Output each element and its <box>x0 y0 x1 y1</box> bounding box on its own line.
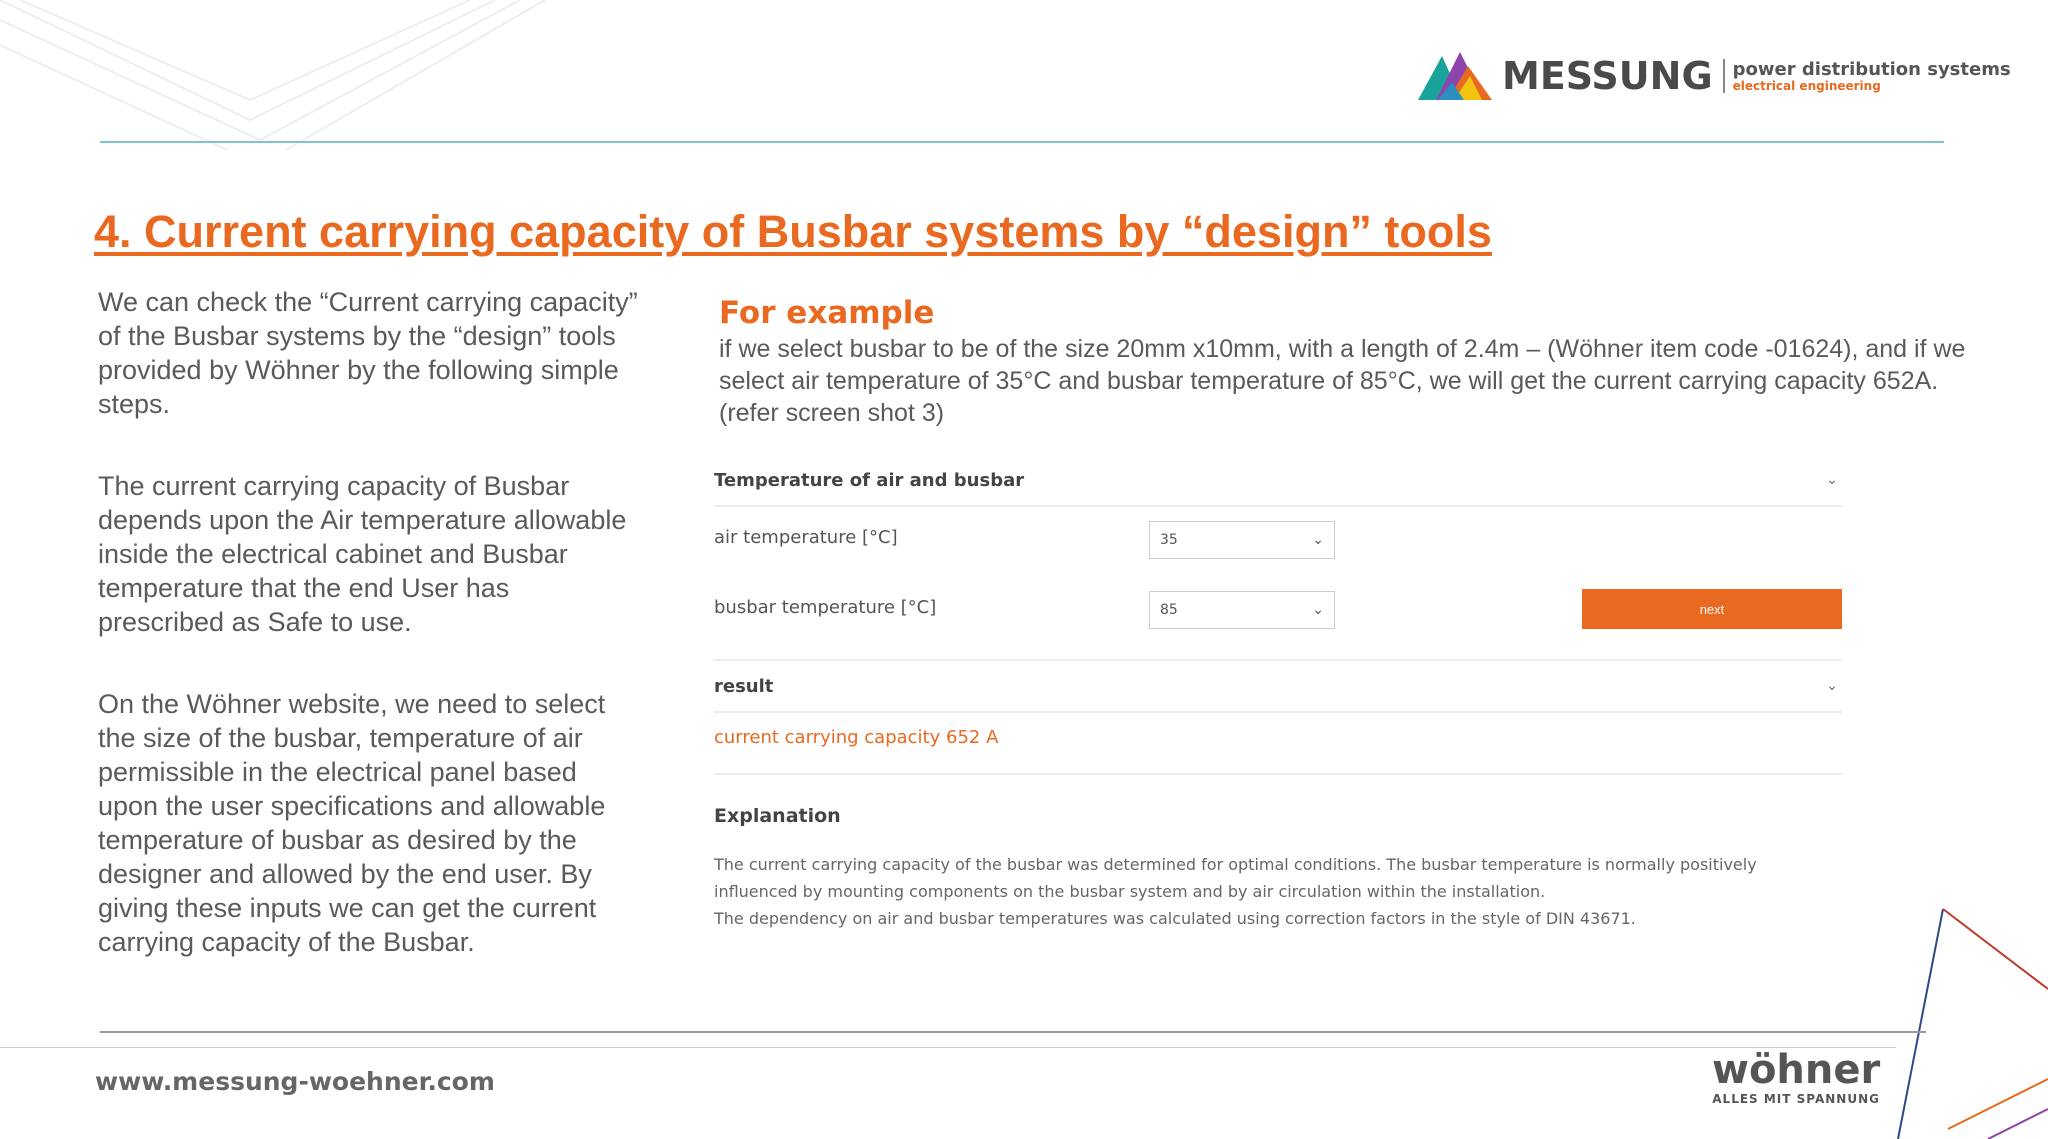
air-temperature-label: air temperature [°C] <box>714 527 898 548</box>
example-text: if we select busbar to be of the size 20mm x10mm, with a length of 2.4m – (Wöhner item code -01624), and if we select air temperature of 35°C and busbar temperature of 85°C, we will get the current carrying capacity 652A. (refer screen shot 3) <box>719 335 1966 427</box>
messung-logo <box>1418 52 2011 100</box>
section-temperature-header[interactable] <box>714 455 1842 507</box>
design-tool-screenshot <box>712 455 1842 975</box>
left-column <box>98 285 638 1007</box>
woehner-logo <box>1712 1048 1880 1106</box>
explanation-title: Explanation <box>714 805 841 827</box>
result-divider <box>714 773 1842 775</box>
logo-subtagline: electrical engineering <box>1732 79 1881 93</box>
footer-rule-light <box>0 1047 1896 1048</box>
logo-tagline: power distribution systems <box>1732 59 2011 80</box>
woehner-brand: wöhner <box>1712 1047 1881 1093</box>
air-temperature-select[interactable] <box>1149 521 1335 559</box>
footer-rule <box>100 1031 1926 1033</box>
footer-website-link[interactable]: www.messung-woehner.com <box>95 1067 495 1096</box>
next-button[interactable]: next <box>1582 589 1842 629</box>
dependency-paragraph: The current carrying capacity of Busbar depends upon the Air temperature allowable inside the electrical cabinet and Busbar temperature that the end User has prescribed as Safe to use. <box>98 471 627 637</box>
chevron-down-icon: ⌄ <box>1312 602 1324 618</box>
chevron-down-icon: ⌄ <box>1312 532 1324 548</box>
section-temperature-title: Temperature of air and busbar <box>714 469 1025 491</box>
section-result-header[interactable] <box>714 661 1842 713</box>
air-temperature-value: 35 <box>1160 532 1178 548</box>
busbar-temperature-select[interactable] <box>1149 591 1335 629</box>
chevron-down-icon[interactable]: ⌄ <box>1826 472 1838 488</box>
result-value: current carrying capacity 652 A <box>714 727 999 748</box>
explanation-line: The current carrying capacity of the busbar was determined for optimal conditions. The busbar temperature is normally positively <box>714 855 1757 874</box>
busbar-temperature-value: 85 <box>1160 602 1178 618</box>
website-paragraph: On the Wöhner website, we need to select the size of the busbar, temperature of air permissible in the electrical panel based upon the user specifications and allowable temperature of busbar as desired by the designer and allowed by the end user. By giving these inputs we can get the current carrying capacity of the Busbar. <box>98 689 606 957</box>
header-rule <box>100 141 1944 143</box>
chevron-down-icon[interactable]: ⌄ <box>1826 678 1838 694</box>
woehner-tagline: ALLES MIT SPANNUNG <box>1712 1092 1880 1106</box>
logo-tagline-group <box>1733 60 2011 92</box>
decorative-triangle-bottom-right <box>1888 879 2048 1139</box>
messung-mountain-icon <box>1418 52 1492 100</box>
section-result-title: result <box>714 675 774 697</box>
busbar-temperature-label: busbar temperature [°C] <box>714 597 937 618</box>
example-block <box>719 293 1989 429</box>
slide-title: 4. Current carrying capacity of Busbar systems by “design” tools <box>94 206 1492 257</box>
decorative-lines-top-left <box>0 0 560 150</box>
example-heading: For example <box>719 295 935 331</box>
explanation-line: influenced by mounting components on the busbar system and by air circulation within the installation. <box>714 882 1546 901</box>
logo-brand-name: MESSUNG <box>1502 54 1713 98</box>
explanation-line: The dependency on air and busbar temperatures was calculated using correction factors in the style of DIN 43671. <box>714 909 1636 928</box>
logo-separator <box>1723 59 1725 93</box>
intro-paragraph: We can check the “Current carrying capacity” of the Busbar systems by the “design” tools provided by Wöhner by the following simple steps. <box>98 287 638 419</box>
